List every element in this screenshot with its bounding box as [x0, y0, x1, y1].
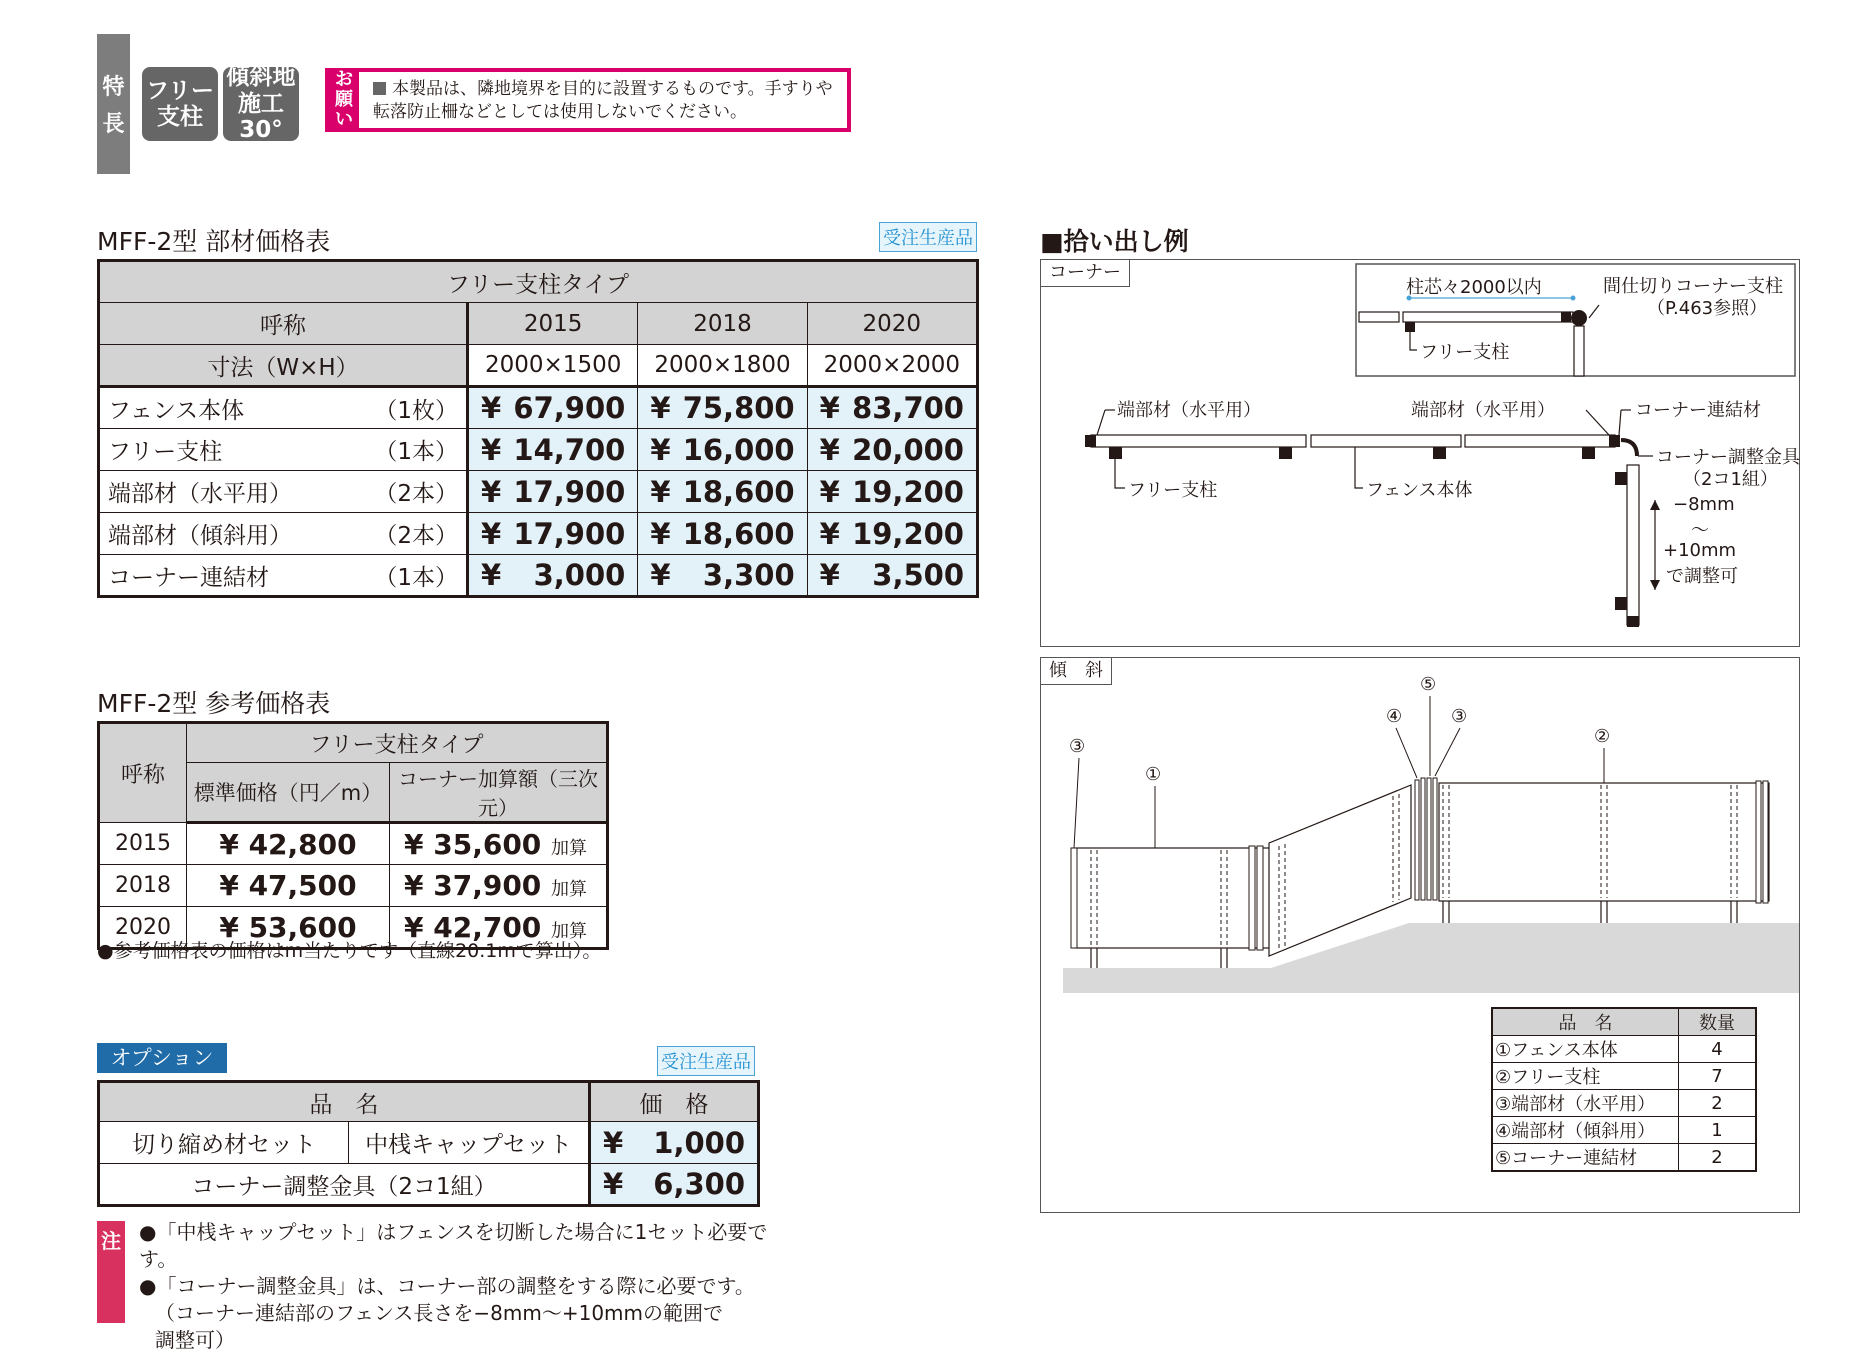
pitch-label: 柱芯々2000以内 — [1406, 277, 1542, 298]
features-label: 特 長 — [97, 34, 130, 174]
size-2018: 2000×1800 — [638, 345, 807, 387]
table-row: コーナー調整金具（2コ1組） ¥ 6,300 — [99, 1164, 759, 1206]
parts-price-table — [97, 259, 979, 598]
made-to-order-badge: 受注生産品 — [879, 222, 977, 252]
options-title: オプション — [97, 1043, 227, 1073]
model-2018: 2018 — [638, 303, 807, 345]
mark-1: ① — [1145, 764, 1162, 785]
pickup-table: 品 名 数量 ①フェンス本体 4 ②フリー支柱 7 ③端部材（水平用） 2 ④端部材（傾斜用） 1 ⑤コーナー連結材 2 — [1491, 1007, 1757, 1172]
name-header: 呼称 — [99, 303, 468, 345]
notes-text: ●「中桟キャップセット」はフェンスを切断した場合に1セット必要です。 ●「コーナー調整金具」は、コーナー部の調整をする際に必要です。 （コーナー連結部のフェンス長さを−8mm〜+10mmの範囲で 調整可） — [139, 1220, 768, 1352]
size-2015: 2000×1500 — [468, 345, 638, 387]
table-row: フリー支柱 （1本） ¥ 14,700 ¥ 16,000 ¥ 20,000 — [99, 429, 978, 471]
table-row: コーナー連結材 （1本） ¥ 3,000 ¥ 3,300 ¥ 3,500 — [99, 555, 978, 597]
table-row: ⑤コーナー連結材 2 — [1492, 1144, 1756, 1172]
mark-2: ② — [1594, 726, 1611, 747]
ref-table-title: MFF-2型 参考価格表 — [97, 689, 331, 718]
adj-note-label: で調整可 — [1666, 566, 1738, 587]
corner-tag: コーナー — [1041, 260, 1130, 287]
example-title: ■拾い出し例 — [1040, 227, 1189, 256]
free-post-label: フリー支柱 — [1128, 480, 1218, 501]
table-row: 端部材（傾斜用） （2本） ¥ 17,900 ¥ 18,600 ¥ 19,200 — [99, 513, 978, 555]
corner-link-label: コーナー連結材 — [1635, 400, 1761, 421]
partition-post-label: 間仕切りコーナー支柱 — [1603, 276, 1783, 297]
end-left-label: 端部材（水平用） — [1117, 400, 1261, 421]
table-row: 端部材（水平用） （2本） ¥ 17,900 ¥ 18,600 ¥ 19,200 — [99, 471, 978, 513]
slope-tag: 傾 斜 — [1041, 658, 1112, 685]
fence-body-label: フェンス本体 — [1366, 480, 1473, 501]
table-row: 2018 ¥ 47,500 ¥ 37,900 加算 — [99, 865, 608, 907]
opt-name-header: 品 名 — [99, 1082, 590, 1122]
model-2020: 2020 — [807, 303, 977, 345]
options-table — [97, 1080, 760, 1207]
feature-badge-free-post: フリー 支柱 — [142, 67, 218, 141]
ref-footnote: ●参考価格表の価格はm当たりです（直線20.1mで算出）。 — [97, 940, 602, 962]
table-row: ①フェンス本体 4 — [1492, 1036, 1756, 1063]
free-post-top-label: フリー支柱 — [1420, 342, 1510, 363]
slope-diagram — [1040, 657, 1800, 1213]
corner-diagram — [1040, 259, 1800, 647]
size-2020: 2000×2000 — [807, 345, 977, 387]
ref-type-header: フリー支柱タイプ — [187, 723, 608, 763]
table-row: ③端部材（水平用） 2 — [1492, 1090, 1756, 1117]
size-header: 寸法（W×H） — [99, 345, 468, 387]
notice-text: 本製品は、隣地境界を目的に設置するものです。手すりや転落防止柵などとしては使用しないでください。 — [373, 79, 833, 122]
table-row: 切り縮め材セット 中桟キャップセット ¥ 1,000 — [99, 1122, 759, 1164]
notes-tag: 注 — [97, 1221, 125, 1323]
end-right-label: 端部材（水平用） — [1411, 400, 1555, 421]
type-header: フリー支柱タイプ — [99, 261, 978, 303]
mark-4: ④ — [1386, 706, 1403, 727]
corner-adjust-label: コーナー調整金具 — [1656, 447, 1800, 468]
table-row: フェンス本体 （1枚） ¥ 67,900 ¥ 75,800 ¥ 83,700 — [99, 387, 978, 429]
adj-max-label: +10mm — [1663, 540, 1737, 561]
adj-tilde-label: 〜 — [1691, 520, 1709, 541]
mark-3-right: ③ — [1451, 706, 1468, 727]
square-bullet-icon — [373, 82, 386, 95]
mark-3-left: ③ — [1069, 736, 1086, 757]
model-2015: 2015 — [468, 303, 638, 345]
notice-tag: お 願 い — [329, 72, 359, 128]
ref-name-header: 呼称 — [99, 723, 187, 823]
table-row: ④端部材（傾斜用） 1 — [1492, 1117, 1756, 1144]
table-row: 2015 ¥ 42,800 ¥ 35,600 加算 — [99, 823, 608, 865]
feature-badge-slope: 傾斜地 施工30° — [223, 67, 299, 141]
partition-ref-label: （P.463参照） — [1647, 298, 1768, 319]
made-to-order-badge-options: 受注生産品 — [657, 1046, 755, 1076]
ref-col-std: 標準価格（円／m） — [187, 763, 390, 823]
ref-price-table — [97, 721, 609, 950]
mark-5: ⑤ — [1420, 674, 1437, 695]
adj-min-label: −8mm — [1673, 494, 1735, 515]
ref-col-corner: コーナー加算額（三次元） — [390, 763, 608, 823]
notice-box — [325, 68, 851, 132]
parts-table-title: MFF-2型 部材価格表 — [97, 227, 331, 256]
table-row: ②フリー支柱 7 — [1492, 1063, 1756, 1090]
opt-price-header: 価 格 — [590, 1082, 759, 1122]
table-row: 2020 ¥ 53,600 ¥ 42,700 加算 — [99, 907, 608, 949]
corner-adjust-sub-label: （2コ1組） — [1683, 469, 1778, 490]
